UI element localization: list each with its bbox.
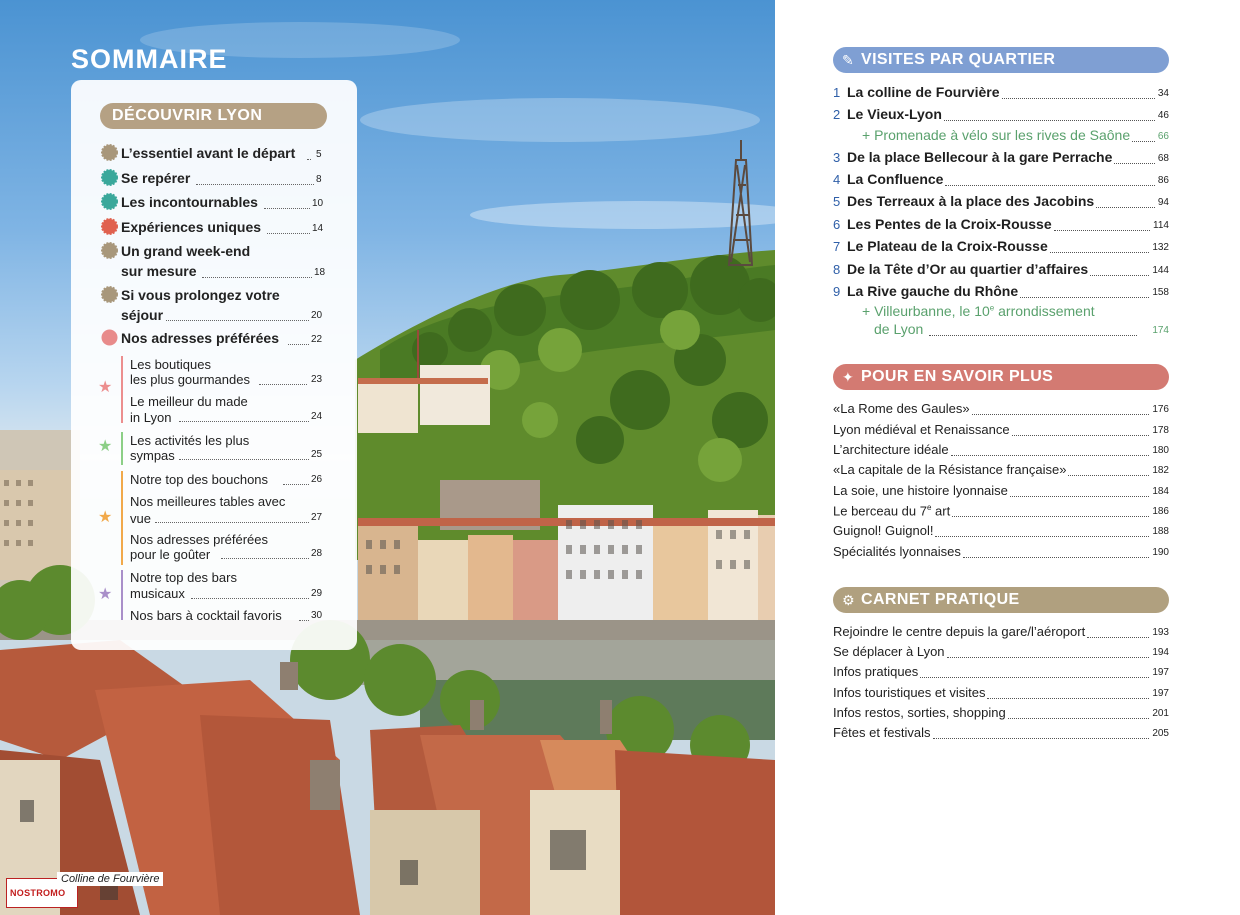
badge-icon: [101, 169, 118, 186]
page-number: 193: [1152, 627, 1169, 638]
badge-icon: [101, 329, 118, 346]
chapter-number: 5: [833, 194, 841, 209]
entry-title: Lyon médiéval et Renaissance: [833, 422, 1010, 437]
chapter-title: De la Tête d’Or au quartier d’affaires: [847, 261, 1089, 277]
chapter-title: De la place Bellecour à la gare Perrache: [847, 149, 1113, 165]
entry-title: Guignol! Guignol!: [833, 523, 934, 538]
chapter-title: La Confluence: [847, 171, 944, 187]
badge-icon: [101, 144, 118, 161]
toc-item[interactable]: [833, 644, 1169, 663]
toc-item[interactable]: [833, 503, 1169, 522]
toc-subitem[interactable]: [833, 127, 1169, 147]
photo-caption: Colline de Fourvière: [57, 872, 163, 886]
badge-icon: [101, 193, 118, 210]
entry-title: Se déplacer à Lyon: [833, 644, 945, 659]
chapter-number: 9: [833, 284, 841, 299]
toc-item[interactable]: [833, 725, 1169, 744]
page-number: 34: [1157, 88, 1169, 99]
group-bar: [121, 356, 123, 423]
page-number: 5: [316, 149, 322, 160]
toc-subitem[interactable]: + Villeurbanne, le 10e arrondissement de Lyon 174: [862, 303, 1169, 337]
toc-item[interactable]: [833, 216, 1169, 236]
toc-item[interactable]: [833, 462, 1169, 481]
page-number: 132: [1152, 242, 1169, 253]
page-number: 18: [314, 267, 326, 278]
chapter-title: Les Pentes de la Croix-Rousse: [847, 216, 1052, 232]
toc-item[interactable]: [833, 664, 1169, 683]
page-number: 188: [1152, 526, 1169, 537]
toc-item[interactable]: [833, 171, 1169, 191]
entry-title: «La Rome des Gaules»: [833, 401, 970, 416]
page-number: 66: [1157, 131, 1169, 142]
page-number: 186: [1152, 506, 1169, 517]
group-bar: [121, 570, 123, 620]
page-number: 68: [1157, 153, 1169, 164]
page-number: 184: [1152, 486, 1169, 497]
badge-icon: [101, 242, 118, 259]
page-number: 176: [1152, 404, 1169, 415]
page-number: 205: [1152, 728, 1169, 739]
section-pill-savoir: ✦ POUR EN SAVOIR PLUS: [833, 364, 1169, 390]
toc-item[interactable]: [833, 283, 1169, 303]
chapter-title: Le Plateau de la Croix-Rousse: [847, 238, 1048, 254]
page-number: 197: [1152, 688, 1169, 699]
toc-item[interactable]: [833, 544, 1169, 563]
toc-item[interactable]: [833, 238, 1169, 258]
page-number: 46: [1157, 110, 1169, 121]
star-icon: ★: [98, 379, 113, 396]
chapter-number: 3: [833, 150, 841, 165]
section-pill-pratique: ⚙ CARNET PRATIQUE: [833, 587, 1169, 613]
entry-title: Le berceau du 7e art: [833, 503, 951, 519]
toc-item[interactable]: [833, 106, 1169, 126]
page-number: 22: [311, 334, 323, 345]
toc-item[interactable]: [833, 422, 1169, 441]
toc-item[interactable]: [833, 705, 1169, 724]
toc-item[interactable]: [833, 261, 1169, 281]
chapter-number: 7: [833, 239, 841, 254]
badge-icon: [101, 286, 118, 303]
toc-item[interactable]: [833, 483, 1169, 502]
chapter-number: 1: [833, 85, 841, 100]
entry-title: La soie, une histoire lyonnaise: [833, 483, 1008, 498]
page-number: 190: [1152, 547, 1169, 558]
chapter-title: La colline de Fourvière: [847, 84, 1000, 100]
chapter-number: 6: [833, 217, 841, 232]
page-number: 14: [312, 223, 324, 234]
page-number: 158: [1152, 287, 1169, 298]
entry-title: Spécialités lyonnaises: [833, 544, 961, 559]
toc-item[interactable]: [833, 149, 1169, 169]
page-number: 182: [1152, 465, 1169, 476]
toc-item[interactable]: [833, 193, 1169, 213]
entry-title: L’architecture idéale: [833, 442, 949, 457]
page-number: 86: [1157, 175, 1169, 186]
toc-card: DÉCOUVRIR LYON L’essentiel avant le départ 5 Se repérer 8 Les incontournables 10 Expériences uniques 14 Un grand week-end sur mesure 18 Si vous prolongez votre séjour 20 Nos adresses préférées 22 ★ Les boutiques les plus gourmandes 23 Le meilleur du made in Lyon 24 ★ Les activités les plus sympas 25 ★ Notre top des bouchons 26 Nos meilleures tables avec vue 27 Nos adresses préférées pour le goûter 28 ★ Notre top des bars musicaux 29 Nos bars à cocktail favoris 30: [71, 80, 357, 650]
entry-title: «La capitale de la Résistance française»: [833, 462, 1067, 477]
entry-title: Infos restos, sorties, shopping: [833, 705, 1006, 720]
section-pill-decouvrir: DÉCOUVRIR LYON: [100, 103, 327, 129]
section-pill-quartiers: ✎ VISITES PAR QUARTIER: [833, 47, 1169, 73]
page-number: 114: [1153, 220, 1169, 231]
chapter-title: + Promenade à vélo sur les rives de Saône: [862, 127, 1131, 143]
page-number: 20: [311, 310, 323, 321]
star-icon: ★: [98, 438, 113, 455]
page-number: 180: [1152, 445, 1169, 456]
walker-icon: ✎: [842, 52, 855, 68]
group-bar: [121, 471, 123, 565]
star-icon: ★: [98, 509, 113, 526]
page-number: 144: [1152, 265, 1169, 276]
page-number: 10: [312, 198, 324, 209]
toc-item[interactable]: [833, 685, 1169, 704]
badge-icon: [101, 218, 118, 235]
gear-icon: ⚙: [842, 592, 855, 608]
page-number: 201: [1152, 708, 1169, 719]
toc-item[interactable]: [833, 442, 1169, 461]
chapter-title: Des Terreaux à la place des Jacobins: [847, 193, 1095, 209]
page-number: 194: [1152, 647, 1169, 658]
toc-item[interactable]: [833, 624, 1169, 643]
chapter-number: 8: [833, 262, 841, 277]
entry-title: Infos touristiques et visites: [833, 685, 986, 700]
page-number: 197: [1152, 667, 1169, 678]
group-bar: [121, 432, 123, 465]
entry-title: Rejoindre le centre depuis la gare/l’aéroport: [833, 624, 1086, 639]
chapter-number: 2: [833, 107, 841, 122]
page-number: 94: [1157, 197, 1169, 208]
chapter-title: Le Vieux-Lyon: [847, 106, 942, 122]
publisher-logo: NOSTROMO: [6, 878, 78, 908]
entry-title: Infos pratiques: [833, 664, 919, 679]
entry-title: Fêtes et festivals: [833, 725, 931, 740]
chapter-number: 4: [833, 172, 841, 187]
sparkle-icon: ✦: [842, 369, 855, 385]
toc-item[interactable]: [833, 401, 1169, 420]
chapter-title: La Rive gauche du Rhône: [847, 283, 1019, 299]
toc-item[interactable]: [833, 523, 1169, 542]
toc-item[interactable]: [833, 84, 1169, 104]
star-icon: ★: [98, 586, 113, 603]
page-number: 178: [1152, 425, 1169, 436]
page-title: SOMMAIRE: [71, 44, 228, 74]
page-number: 8: [316, 174, 322, 185]
